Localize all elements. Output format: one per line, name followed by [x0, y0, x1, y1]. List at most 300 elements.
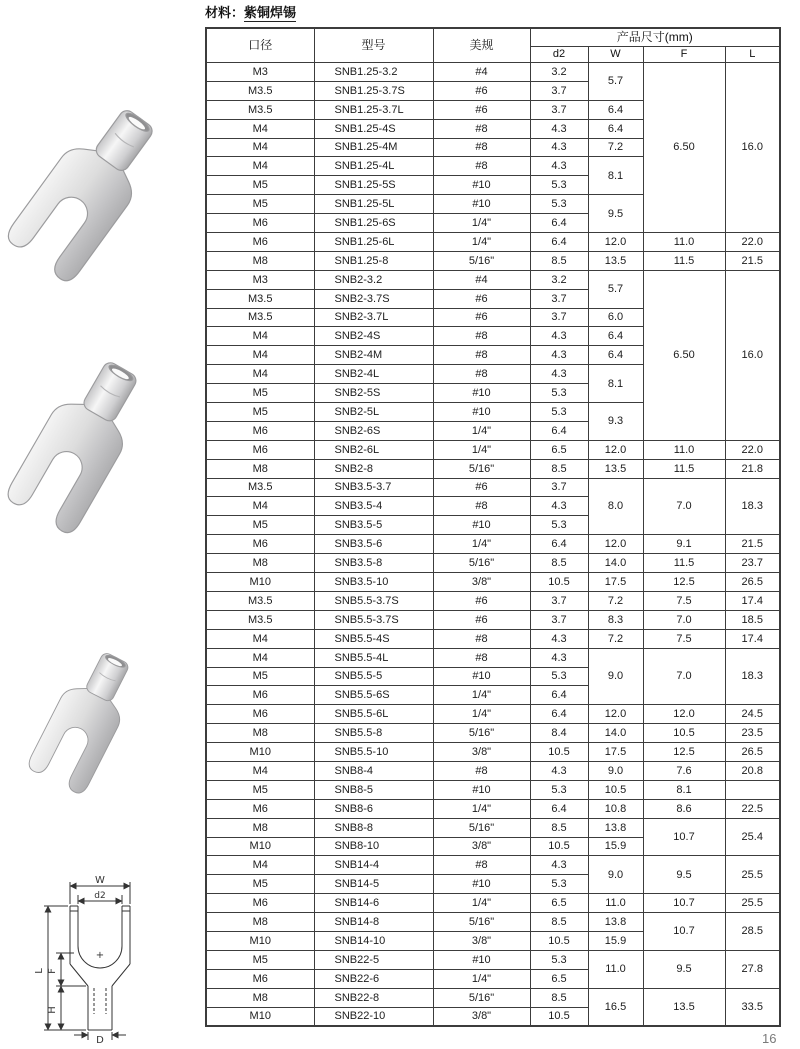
- spec-cell: M8: [206, 988, 314, 1007]
- spec-cell: M4: [206, 346, 314, 365]
- spec-cell: 10.7: [643, 894, 725, 913]
- spec-cell: 3/8": [433, 837, 530, 856]
- spec-cell: M3: [206, 270, 314, 289]
- table-row: [206, 761, 780, 780]
- spec-cell: 5.3: [530, 780, 588, 799]
- spec-cell: M8: [206, 251, 314, 270]
- table-row: [206, 950, 780, 969]
- spec-cell: #10: [433, 780, 530, 799]
- spec-cell: 8.1: [588, 157, 643, 195]
- spec-cell: M8: [206, 818, 314, 837]
- spec-cell: #8: [433, 629, 530, 648]
- spec-cell: 24.5: [725, 705, 780, 724]
- spec-cell: M4: [206, 365, 314, 384]
- spec-cell: M6: [206, 421, 314, 440]
- spec-cell: 1/4": [433, 686, 530, 705]
- spec-cell: SNB2-3.7S: [314, 289, 433, 308]
- table-row: [206, 610, 780, 629]
- spec-cell: 6.4: [588, 346, 643, 365]
- col-header-f: F: [643, 47, 725, 63]
- spec-cell: #6: [433, 478, 530, 497]
- spec-cell: 14.0: [588, 724, 643, 743]
- spec-cell: 8.5: [530, 913, 588, 932]
- table-row: [206, 743, 780, 762]
- spec-cell: SNB5.5-6L: [314, 705, 433, 724]
- table-row: [206, 554, 780, 573]
- spec-cell: #6: [433, 610, 530, 629]
- spec-cell: M4: [206, 629, 314, 648]
- spec-cell: 4.3: [530, 629, 588, 648]
- spec-cell: M6: [206, 969, 314, 988]
- dim-label-w: W: [95, 875, 105, 886]
- spec-cell: 3/8": [433, 573, 530, 592]
- spec-cell: 1/4": [433, 705, 530, 724]
- spec-cell: 6.4: [588, 100, 643, 119]
- spec-cell: 9.0: [588, 648, 643, 705]
- table-row: [206, 818, 780, 837]
- spec-cell: 11.0: [643, 233, 725, 252]
- table-row: [206, 894, 780, 913]
- spec-cell: M10: [206, 1007, 314, 1026]
- spec-cell: 6.4: [530, 686, 588, 705]
- spec-cell: SNB1.25-5S: [314, 176, 433, 195]
- material-value: 紫铜焊锡: [244, 5, 297, 20]
- spec-cell: M4: [206, 648, 314, 667]
- spec-cell: 6.4: [530, 705, 588, 724]
- fork-outline: [70, 906, 78, 964]
- spec-cell: 9.0: [588, 856, 643, 894]
- spec-cell: 15.9: [588, 931, 643, 950]
- table-row: [206, 63, 780, 82]
- spec-cell: M4: [206, 856, 314, 875]
- spec-cell: SNB8-6: [314, 799, 433, 818]
- spec-cell: 12.5: [643, 743, 725, 762]
- header-row-1: [206, 28, 780, 47]
- spec-cell: 8.6: [643, 799, 725, 818]
- spec-cell: SNB1.25-3.7L: [314, 100, 433, 119]
- spec-cell: 3.7: [530, 591, 588, 610]
- spec-cell: 7.0: [643, 610, 725, 629]
- fork-terminal-diagram: [28, 874, 160, 1044]
- spec-cell: 17.4: [725, 591, 780, 610]
- spec-cell: 5/16": [433, 988, 530, 1007]
- spec-cell: 12.0: [643, 705, 725, 724]
- table-row: [206, 780, 780, 799]
- spec-cell: SNB22-8: [314, 988, 433, 1007]
- spec-cell: SNB2-5L: [314, 403, 433, 422]
- table-row: [206, 251, 780, 270]
- spec-cell: 11.5: [643, 251, 725, 270]
- spec-cell: 10.7: [643, 818, 725, 856]
- table-row: [206, 233, 780, 252]
- spec-table: [205, 27, 781, 1027]
- table-row: [206, 913, 780, 932]
- spec-cell: 20.8: [725, 761, 780, 780]
- spec-cell: 8.5: [530, 251, 588, 270]
- spec-cell: 5/16": [433, 913, 530, 932]
- dim-label-plus: +: [95, 950, 105, 961]
- spec-cell: 7.2: [588, 591, 643, 610]
- spec-cell: SNB2-3.7L: [314, 308, 433, 327]
- table-row: [206, 705, 780, 724]
- spec-cell: M3: [206, 63, 314, 82]
- spec-cell: 6.5: [530, 894, 588, 913]
- spec-cell: 17.5: [588, 743, 643, 762]
- spec-cell: 13.5: [588, 251, 643, 270]
- spec-cell: 18.5: [725, 610, 780, 629]
- spec-cell: SNB22-10: [314, 1007, 433, 1026]
- spec-cell: SNB2-8: [314, 459, 433, 478]
- spec-cell: SNB1.25-3.2: [314, 63, 433, 82]
- spec-cell: 21.5: [725, 251, 780, 270]
- spec-cell: M5: [206, 875, 314, 894]
- spec-cell: M8: [206, 459, 314, 478]
- spec-cell: SNB2-5S: [314, 384, 433, 403]
- spec-cell: 9.5: [643, 856, 725, 894]
- spec-cell: 10.5: [530, 837, 588, 856]
- spec-cell: 25.5: [725, 856, 780, 894]
- table-row: [206, 591, 780, 610]
- spec-cell: #10: [433, 950, 530, 969]
- spec-cell: 10.5: [588, 780, 643, 799]
- spec-cell: #8: [433, 761, 530, 780]
- spec-cell: M8: [206, 913, 314, 932]
- spec-cell: #10: [433, 176, 530, 195]
- spec-cell: M4: [206, 327, 314, 346]
- spec-cell: M6: [206, 799, 314, 818]
- spec-cell: 8.5: [530, 818, 588, 837]
- spec-cell: 3.7: [530, 610, 588, 629]
- spec-cell: 13.5: [643, 988, 725, 1026]
- spec-cell: SNB5.5-10: [314, 743, 433, 762]
- spec-cell: 6.4: [530, 535, 588, 554]
- spec-cell: SNB2-4M: [314, 346, 433, 365]
- col-header-us-spec: 美规: [433, 28, 530, 63]
- spec-cell: 22.5: [725, 799, 780, 818]
- spec-cell: 1/4": [433, 440, 530, 459]
- spec-cell: 8.1: [643, 780, 725, 799]
- dim-label-d2: d2: [94, 891, 106, 901]
- spec-cell: M3.5: [206, 289, 314, 308]
- spec-cell: SNB8-4: [314, 761, 433, 780]
- spec-cell: 14.0: [588, 554, 643, 573]
- spec-cell: 5/16": [433, 724, 530, 743]
- spec-cell: 5.3: [530, 875, 588, 894]
- spec-cell: 25.5: [725, 894, 780, 913]
- spec-cell: SNB22-5: [314, 950, 433, 969]
- spec-cell: SNB2-4S: [314, 327, 433, 346]
- spec-cell: 10.5: [530, 1007, 588, 1026]
- spec-cell: #8: [433, 327, 530, 346]
- spec-cell: 5.3: [530, 950, 588, 969]
- spec-cell: SNB5.5-8: [314, 724, 433, 743]
- spec-cell: 16.5: [588, 988, 643, 1026]
- spec-cell: [725, 780, 780, 799]
- spec-cell: SNB1.25-5L: [314, 195, 433, 214]
- dim-label-f: F: [47, 968, 58, 974]
- dim-label-h: H: [47, 1006, 58, 1014]
- spec-cell: 6.5: [530, 440, 588, 459]
- spec-cell: M10: [206, 837, 314, 856]
- spec-cell: SNB3.5-8: [314, 554, 433, 573]
- spec-cell: M3.5: [206, 81, 314, 100]
- spec-cell: 13.8: [588, 818, 643, 837]
- spec-cell: SNB5.5-6S: [314, 686, 433, 705]
- spec-cell: #6: [433, 289, 530, 308]
- spec-cell: 10.8: [588, 799, 643, 818]
- spec-cell: 5/16": [433, 554, 530, 573]
- spec-cell: 1/4": [433, 214, 530, 233]
- spec-cell: #8: [433, 648, 530, 667]
- spec-cell: M4: [206, 119, 314, 138]
- dim-label-l: L: [34, 968, 45, 974]
- table-row: [206, 648, 780, 667]
- spec-cell: M3.5: [206, 610, 314, 629]
- spec-cell: 26.5: [725, 573, 780, 592]
- col-header-w: W: [588, 47, 643, 63]
- spec-cell: SNB1.25-4M: [314, 138, 433, 157]
- col-header-model: 型号: [314, 28, 433, 63]
- spec-cell: 5/16": [433, 251, 530, 270]
- spec-cell: M6: [206, 233, 314, 252]
- spec-cell: 3.2: [530, 270, 588, 289]
- spec-cell: 6.50: [643, 63, 725, 233]
- spec-cell: 1/4": [433, 799, 530, 818]
- spec-cell: SNB2-6S: [314, 421, 433, 440]
- spec-cell: 8.0: [588, 478, 643, 535]
- spec-cell: M10: [206, 743, 314, 762]
- dimension-diagram: [28, 874, 160, 1049]
- spec-cell: 4.3: [530, 856, 588, 875]
- spec-cell: SNB1.25-6L: [314, 233, 433, 252]
- spec-cell: SNB14-5: [314, 875, 433, 894]
- spec-cell: 18.3: [725, 648, 780, 705]
- spec-cell: 10.5: [530, 573, 588, 592]
- spec-cell: 5.3: [530, 195, 588, 214]
- spec-cell: 1/4": [433, 421, 530, 440]
- dim-label-d: D: [96, 1035, 104, 1044]
- spec-cell: 12.0: [588, 440, 643, 459]
- spec-cell: 3.7: [530, 100, 588, 119]
- spec-cell: M5: [206, 516, 314, 535]
- spec-cell: SNB14-4: [314, 856, 433, 875]
- spec-cell: 6.4: [588, 119, 643, 138]
- table-row: [206, 459, 780, 478]
- spec-cell: 4.3: [530, 761, 588, 780]
- spec-cell: M4: [206, 761, 314, 780]
- material-label-prefix: 材料：: [205, 5, 245, 20]
- spec-cell: 8.5: [530, 554, 588, 573]
- spec-cell: 15.9: [588, 837, 643, 856]
- spec-cell: 5/16": [433, 459, 530, 478]
- spec-cell: 4.3: [530, 497, 588, 516]
- spec-cell: #8: [433, 119, 530, 138]
- spec-cell: SNB14-8: [314, 913, 433, 932]
- spec-cell: M6: [206, 440, 314, 459]
- spec-cell: M5: [206, 384, 314, 403]
- spec-cell: SNB3.5-3.7: [314, 478, 433, 497]
- spec-cell: 7.0: [643, 648, 725, 705]
- spec-cell: 6.4: [530, 233, 588, 252]
- spec-cell: SNB3.5-5: [314, 516, 433, 535]
- spec-cell: #10: [433, 516, 530, 535]
- spec-cell: SNB1.25-3.7S: [314, 81, 433, 100]
- spec-cell: 13.5: [588, 459, 643, 478]
- spec-cell: SNB2-3.2: [314, 270, 433, 289]
- spec-cell: 8.4: [530, 724, 588, 743]
- spec-cell: M6: [206, 705, 314, 724]
- spec-cell: SNB14-10: [314, 931, 433, 950]
- spec-cell: 5.3: [530, 516, 588, 535]
- spec-cell: 5.7: [588, 270, 643, 308]
- spec-cell: 11.0: [588, 950, 643, 988]
- spec-cell: M5: [206, 176, 314, 195]
- spec-cell: SNB22-6: [314, 969, 433, 988]
- spec-cell: 10.5: [530, 931, 588, 950]
- col-header-d2: d2: [530, 47, 588, 63]
- spec-cell: 4.3: [530, 365, 588, 384]
- spec-cell: 9.1: [643, 535, 725, 554]
- spec-cell: M8: [206, 554, 314, 573]
- fork-terminal-photo: [12, 633, 160, 805]
- spec-cell: 7.5: [643, 629, 725, 648]
- page-number: 16: [762, 1031, 777, 1046]
- spec-cell: 3/8": [433, 931, 530, 950]
- spec-cell: 6.4: [588, 327, 643, 346]
- fork-terminal-photo-1: [30, 96, 148, 287]
- spec-cell: 3.7: [530, 308, 588, 327]
- spec-cell: 21.5: [725, 535, 780, 554]
- spec-cell: SNB1.25-6S: [314, 214, 433, 233]
- spec-cell: SNB3.5-10: [314, 573, 433, 592]
- spec-cell: #10: [433, 384, 530, 403]
- spec-cell: 5/16": [433, 818, 530, 837]
- spec-cell: 16.0: [725, 63, 780, 233]
- fork-terminal-photo-3: [40, 646, 132, 797]
- spec-cell: SNB8-10: [314, 837, 433, 856]
- spec-cell: 9.3: [588, 403, 643, 441]
- table-row: [206, 799, 780, 818]
- spec-cell: 22.0: [725, 440, 780, 459]
- table-row: [206, 724, 780, 743]
- spec-cell: #4: [433, 63, 530, 82]
- table-row: [206, 573, 780, 592]
- spec-cell: 8.3: [588, 610, 643, 629]
- table-row: [206, 629, 780, 648]
- spec-cell: 3/8": [433, 1007, 530, 1026]
- spec-cell: 4.3: [530, 327, 588, 346]
- spec-cell: #10: [433, 875, 530, 894]
- spec-cell: 7.0: [643, 478, 725, 535]
- spec-cell: 11.0: [643, 440, 725, 459]
- spec-cell: 18.3: [725, 478, 780, 535]
- spec-cell: 6.50: [643, 270, 725, 440]
- spec-cell: #8: [433, 497, 530, 516]
- spec-cell: SNB5.5-3.7S: [314, 610, 433, 629]
- spec-cell: 5.7: [588, 63, 643, 101]
- spec-cell: 10.5: [643, 724, 725, 743]
- spec-cell: M5: [206, 667, 314, 686]
- spec-cell: M10: [206, 573, 314, 592]
- spec-cell: SNB1.25-8: [314, 251, 433, 270]
- spec-cell: 11.5: [643, 554, 725, 573]
- spec-cell: #8: [433, 856, 530, 875]
- spec-cell: 6.5: [530, 969, 588, 988]
- col-header-dims-group: 产品尺寸(mm): [530, 28, 780, 47]
- fork-terminal-photo-2: [24, 352, 138, 537]
- spec-cell: M3.5: [206, 100, 314, 119]
- col-header-l: L: [725, 47, 780, 63]
- fork-terminal-photo: [0, 336, 175, 549]
- spec-cell: 6.0: [588, 308, 643, 327]
- spec-cell: 11.5: [643, 459, 725, 478]
- spec-cell: M5: [206, 195, 314, 214]
- spec-cell: 3.7: [530, 289, 588, 308]
- spec-cell: #8: [433, 138, 530, 157]
- spec-cell: 8.5: [530, 988, 588, 1007]
- spec-cell: SNB1.25-4L: [314, 157, 433, 176]
- table-row: [206, 535, 780, 554]
- spec-cell: 4.3: [530, 157, 588, 176]
- spec-cell: 8.1: [588, 365, 643, 403]
- fork-terminal-photo: [0, 79, 191, 299]
- spec-cell: 12.0: [588, 535, 643, 554]
- spec-cell: #10: [433, 667, 530, 686]
- spec-cell: 12.0: [588, 233, 643, 252]
- spec-cell: 23.5: [725, 724, 780, 743]
- spec-cell: 13.8: [588, 913, 643, 932]
- spec-cell: 4.3: [530, 119, 588, 138]
- spec-cell: 4.3: [530, 648, 588, 667]
- spec-cell: #8: [433, 157, 530, 176]
- spec-cell: 7.6: [643, 761, 725, 780]
- spec-cell: SNB2-6L: [314, 440, 433, 459]
- spec-cell: SNB8-8: [314, 818, 433, 837]
- col-header-caliber: 口径: [206, 28, 314, 63]
- spec-cell: 9.5: [588, 195, 643, 233]
- spec-cell: M6: [206, 894, 314, 913]
- spec-cell: 27.8: [725, 950, 780, 988]
- spec-cell: #6: [433, 81, 530, 100]
- spec-cell: 17.5: [588, 573, 643, 592]
- table-row: [206, 988, 780, 1007]
- spec-cell: 3.2: [530, 63, 588, 82]
- spec-cell: 10.5: [530, 743, 588, 762]
- spec-cell: M6: [206, 214, 314, 233]
- spec-cell: 1/4": [433, 894, 530, 913]
- spec-cell: 11.0: [588, 894, 643, 913]
- spec-cell: 1/4": [433, 535, 530, 554]
- spec-cell: 6.4: [530, 214, 588, 233]
- material-label: [205, 2, 296, 21]
- spec-cell: M4: [206, 138, 314, 157]
- spec-cell: M8: [206, 724, 314, 743]
- spec-cell: 23.7: [725, 554, 780, 573]
- spec-cell: #10: [433, 403, 530, 422]
- spec-cell: #6: [433, 100, 530, 119]
- spec-cell: SNB2-4L: [314, 365, 433, 384]
- spec-cell: 12.5: [643, 573, 725, 592]
- spec-cell: M4: [206, 157, 314, 176]
- spec-cell: 9.0: [588, 761, 643, 780]
- spec-cell: M5: [206, 780, 314, 799]
- spec-cell: 5.3: [530, 176, 588, 195]
- spec-cell: M5: [206, 950, 314, 969]
- spec-cell: #8: [433, 346, 530, 365]
- spec-cell: SNB8-5: [314, 780, 433, 799]
- spec-cell: 7.2: [588, 138, 643, 157]
- spec-cell: 1/4": [433, 233, 530, 252]
